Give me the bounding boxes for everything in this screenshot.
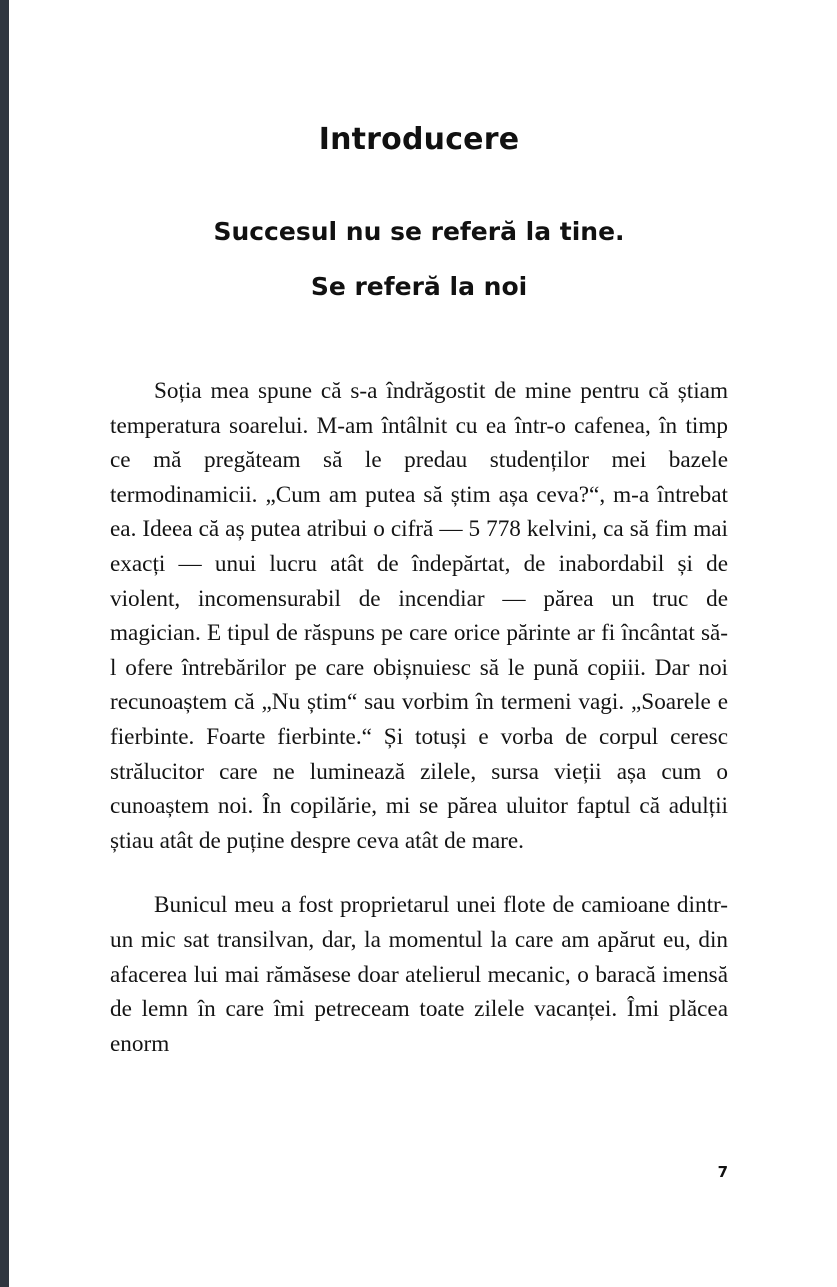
page-content [110,0,728,1287]
chapter-subtitle-line-2: Se referă la noi [310,272,528,301]
page-number: 7 [717,1163,728,1181]
page-edge-rule [0,0,9,1287]
chapter-title: Introducere [318,122,520,157]
chapter-subtitle-line-1: Succesul nu se referă la tine. [213,217,625,246]
body-paragraph-1: Soția mea spune că s-a îndrăgostit de mine pentru că știam temperatura soarelui. M-am întâlnit cu ea într-o cafenea, în timp ce mă pregăteam să le predau studenților mei bazele termodinamicii. „Cum am putea să știm așa ceva?“, m-a întrebat ea. Ideea că aș putea atribui o cifră — 5 778 kelvini, ca să fim mai exacți — unui lucru atât de îndepărtat, de inabordabil și de violent, incomensurabil de incendiar — părea un truc de magician. E tipul de răspuns pe care orice părinte ar fi încântat să-l ofere întrebărilor pe care obișnuiesc să le pună copiii. Dar noi recunoaștem că „Nu știm“ sau vorbim în termeni vagi. „Soarele e fierbinte. Foarte fierbinte.“ Și totuși e vorba de corpul ceresc strălucitor care ne luminează zilele, sursa vieții așa cum o cunoaștem noi. În copilărie, mi se părea uluitor faptul că adulții știau atât de puține despre ceva atât de mare. [110,378,728,854]
body-paragraph-2: Bunicul meu a fost proprietarul unei flote de camioane dintr-un mic sat transilvan, dar, la momentul la care am apărut eu, din afacerea lui mai rămăsese doar atelierul mecanic, o baracă imensă de lemn în care îmi petreceam toate zilele vacanței. Îmi plăcea enorm [110,892,728,1057]
